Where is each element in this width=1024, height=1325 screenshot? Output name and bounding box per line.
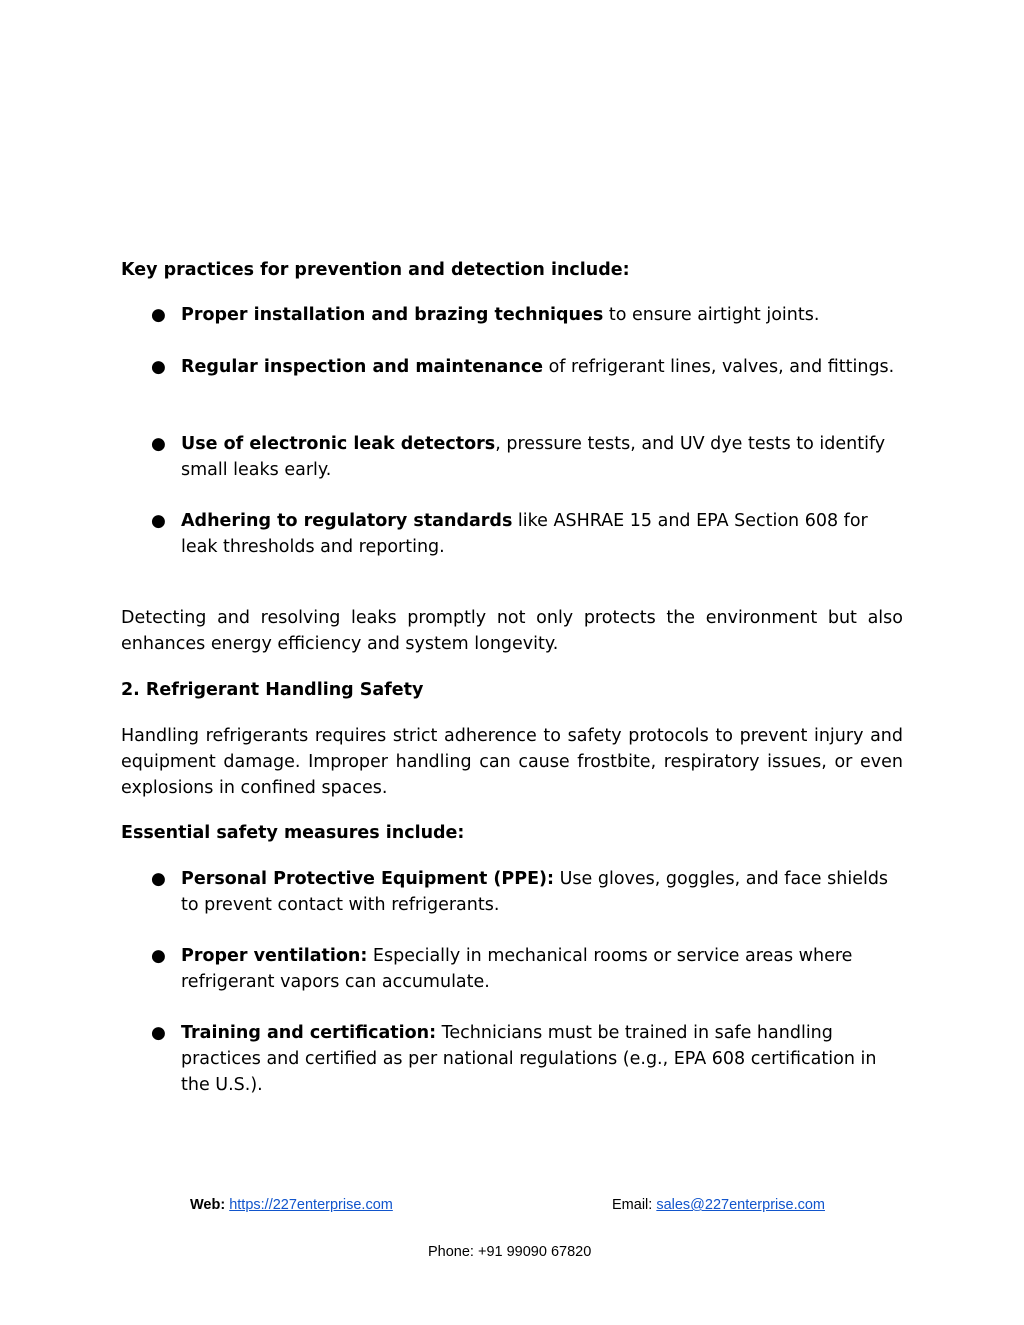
website-link[interactable]: https://227enterprise.com	[229, 1197, 393, 1213]
bullet-icon: ●	[151, 511, 166, 531]
email-label: Email:	[612, 1197, 653, 1213]
practice-title: Regular inspection and maintenance	[181, 357, 544, 377]
measures-heading: Essential safety measures include:	[121, 823, 465, 843]
measure-text: Use gloves, goggles, and face shields to prevent contact with refrigerants.	[181, 869, 889, 915]
practice-text: , pressure tests, and UV dye tests to identify small leaks early.	[181, 434, 886, 480]
list-item	[121, 943, 903, 995]
practice-text: to ensure airtight joints.	[603, 305, 820, 325]
practice-text: of refrigerant lines, valves, and fittings.	[543, 357, 895, 377]
measure-title: Personal Protective Equipment (PPE):	[181, 869, 555, 889]
measure-title: Training and certification:	[181, 1023, 437, 1043]
intro-paragraph: Handling refrigerants requires strict adherence to safety protocols to prevent injury and equipment damage. Improper handling can cause frostbite, respiratory issues, or even explosions in confined spaces.	[121, 726, 903, 798]
bullet-icon: ●	[151, 869, 166, 889]
closing-paragraph: Detecting and resolving leaks promptly not only protects the environment but also enhances energy efficiency and system longevity.	[121, 608, 903, 654]
measure-text: Especially in mechanical rooms or service areas where refrigerant vapors can accumulate.	[181, 946, 853, 992]
measure-text: Technicians must be trained in safe handling practices and certified as per national regulations (e.g., EPA 608 certification in the U.S.).	[181, 1023, 877, 1095]
bullet-icon: ●	[151, 1023, 166, 1043]
list-item	[121, 866, 903, 918]
email-link[interactable]: sales@227enterprise.com	[656, 1197, 825, 1213]
footer-email	[612, 1195, 825, 1215]
bullet-icon: ●	[151, 357, 166, 377]
list-item	[121, 302, 903, 328]
section-title: 2. Refrigerant Handling Safety	[121, 680, 424, 700]
measure-title: Proper ventilation:	[181, 946, 368, 966]
practices-heading: Key practices for prevention and detection include:	[121, 260, 630, 280]
list-item	[121, 1020, 903, 1098]
practice-text: like ASHRAE 15 and EPA Section 608 for leak thresholds and reporting.	[181, 511, 868, 557]
list-item	[121, 508, 903, 560]
practice-title: Proper installation and brazing techniques	[181, 305, 604, 325]
list-item	[121, 431, 903, 483]
bullet-icon: ●	[151, 305, 166, 325]
bullet-icon: ●	[151, 434, 166, 454]
practice-title: Adhering to regulatory standards	[181, 511, 513, 531]
list-item	[121, 354, 903, 380]
web-label: Web:	[190, 1197, 226, 1213]
practice-title: Use of electronic leak detectors	[181, 434, 496, 454]
footer-phone: Phone: +91 99090 67820	[428, 1244, 592, 1260]
bullet-icon: ●	[151, 946, 166, 966]
footer-web	[190, 1195, 393, 1215]
